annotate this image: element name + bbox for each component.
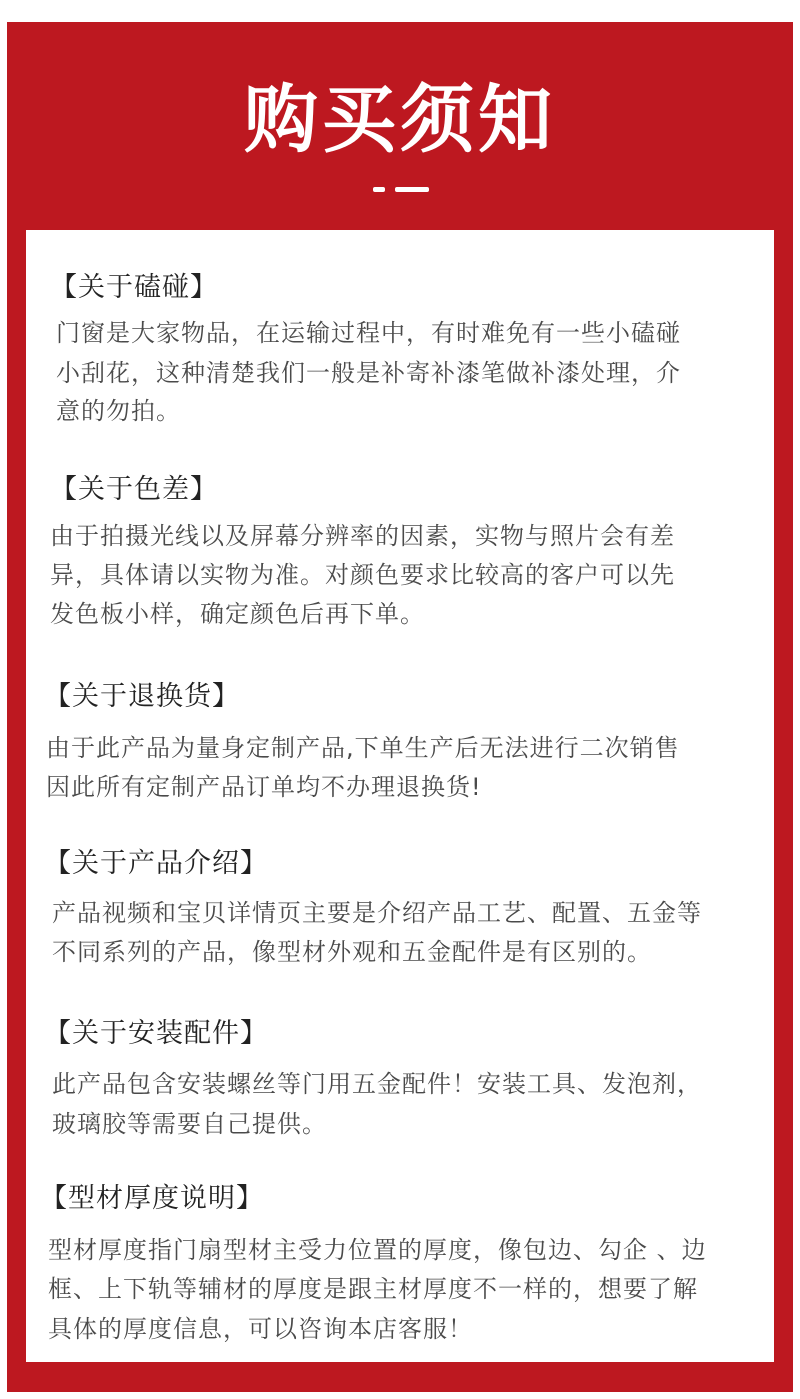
decoration-dash-long bbox=[395, 187, 429, 192]
section-line: 因此所有定制产品订单均不办理退换货! bbox=[46, 773, 482, 801]
section-line: 意的勿拍。 bbox=[56, 397, 181, 425]
section-line: 发色板小样，确定颜色后再下单。 bbox=[50, 600, 425, 628]
section-heading-collision: 【关于磕碰】 bbox=[50, 272, 218, 303]
decoration-dash-short bbox=[373, 187, 385, 192]
section-line: 型材厚度指门扇型材主受力位置的厚度，像包边、勾企 、边 bbox=[48, 1236, 707, 1264]
section-heading-color-difference: 【关于色差】 bbox=[50, 474, 218, 505]
section-heading-installation-parts: 【关于安装配件】 bbox=[44, 1018, 268, 1049]
section-line: 门窗是大家物品，在运输过程中，有时难免有一些小磕碰 bbox=[56, 319, 681, 347]
section-line: 由于此产品为量身定制产品,下单生产后无法进行二次销售 bbox=[46, 734, 680, 762]
section-line: 小刮花，这种清楚我们一般是补寄补漆笔做补漆处理，介 bbox=[56, 359, 681, 387]
section-heading-returns: 【关于退换货】 bbox=[44, 681, 240, 712]
section-line: 不同系列的产品，像型材外观和五金配件是有区别的。 bbox=[52, 938, 652, 966]
section-heading-profile-thickness: 【型材厚度说明】 bbox=[40, 1183, 264, 1214]
title-decoration bbox=[373, 187, 429, 192]
section-line: 由于拍摄光线以及屏幕分辨率的因素，实物与照片会有差 bbox=[50, 522, 675, 550]
section-heading-product-intro: 【关于产品介绍】 bbox=[44, 848, 268, 879]
section-line: 此产品包含安装螺丝等门用五金配件！安装工具、发泡剂， bbox=[52, 1070, 702, 1098]
notice-panel bbox=[26, 230, 774, 1362]
section-line: 框、上下轨等辅材的厚度是跟主材厚度不一样的，想要了解 bbox=[48, 1275, 698, 1303]
section-line: 具体的厚度信息，可以咨询本店客服！ bbox=[48, 1315, 473, 1343]
section-line: 异，具体请以实物为准。对颜色要求比较高的客户可以先 bbox=[50, 561, 675, 589]
section-line: 产品视频和宝贝详情页主要是介绍产品工艺、配置、五金等 bbox=[52, 899, 702, 927]
section-line: 玻璃胶等需要自己提供。 bbox=[52, 1110, 327, 1138]
page-title: 购买须知 bbox=[244, 77, 556, 163]
